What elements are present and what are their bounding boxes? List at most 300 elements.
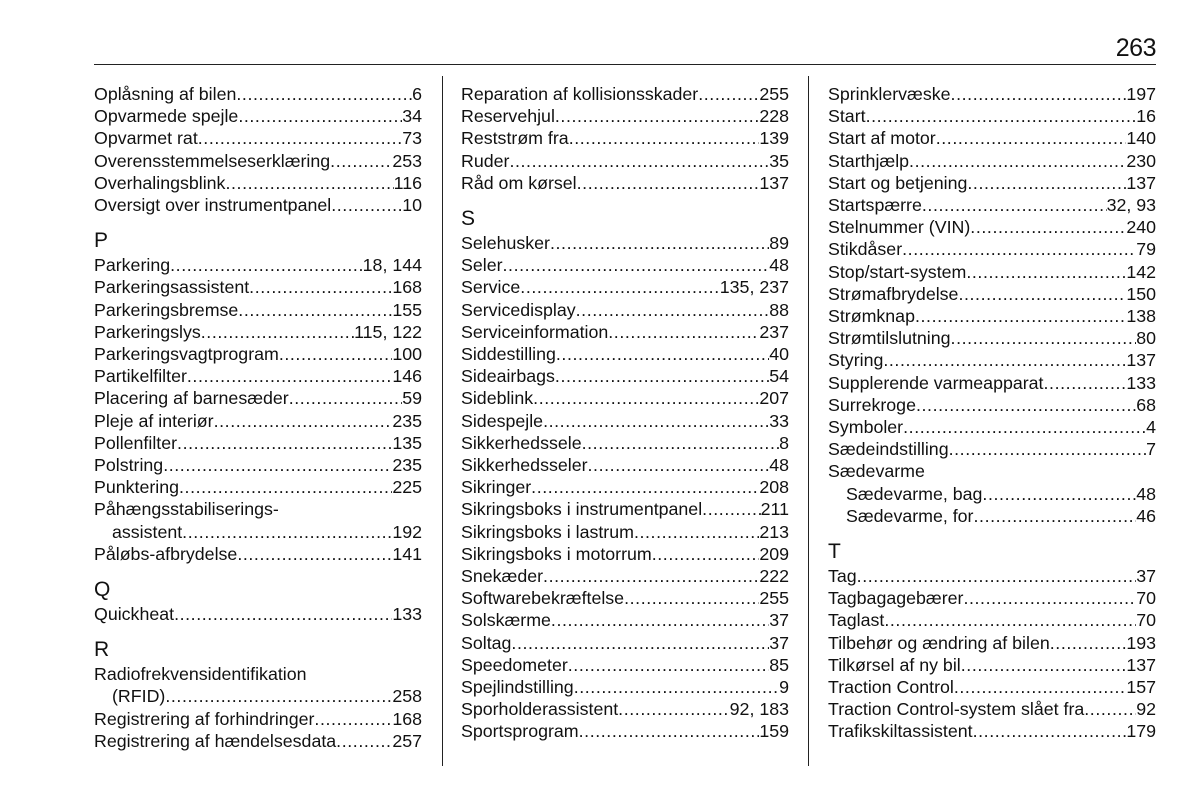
index-entry	[828, 438, 1156, 460]
page-reference: 207	[759, 388, 789, 409]
index-term: Stikdåser	[828, 239, 903, 260]
index-term: Strømknap	[828, 306, 915, 326]
dot-leader	[556, 343, 769, 365]
index-entry	[94, 150, 422, 172]
dot-leader	[949, 438, 1147, 460]
index-entry	[828, 632, 1156, 654]
dot-leader	[574, 676, 779, 698]
index-entry	[94, 476, 422, 498]
page-reference: 208	[759, 477, 789, 498]
index-term: Taglast	[828, 610, 885, 631]
index-term: Parkeringslys	[94, 321, 201, 342]
index-entry	[461, 127, 789, 149]
dot-leader	[961, 654, 1127, 676]
page-reference: 168	[392, 277, 422, 298]
page-reference: 235	[392, 455, 422, 475]
index-term: Service	[461, 277, 521, 298]
index-term: Sikringer	[461, 477, 532, 498]
index-term: Parkeringsvagtprogram	[94, 344, 279, 364]
index-term: Opvarmede spejle	[94, 106, 239, 127]
index-entry	[828, 609, 1156, 631]
dot-leader	[555, 365, 769, 387]
dot-leader	[958, 283, 1126, 305]
dot-leader	[237, 543, 392, 565]
index-term: Sportsprogram	[461, 721, 579, 742]
page-reference: 240	[1126, 217, 1156, 238]
index-entry	[461, 498, 789, 520]
index-entry	[94, 365, 422, 387]
index-entry	[94, 498, 422, 520]
dot-leader	[198, 127, 402, 149]
dot-leader	[702, 498, 760, 520]
index-entry	[828, 483, 1156, 505]
index-entry	[828, 698, 1156, 720]
index-term: Tilkørsel af ny bil	[828, 654, 961, 675]
page-reference: 211	[760, 499, 789, 520]
dot-leader	[177, 432, 392, 454]
page-reference: 37	[769, 632, 789, 653]
dot-leader	[909, 150, 1126, 172]
index-entry	[461, 365, 789, 387]
index-entry	[461, 105, 789, 127]
index-entry	[461, 432, 789, 454]
page-reference: 18, 144	[362, 255, 422, 276]
index-entry	[828, 394, 1156, 416]
index-term: Parkeringsassistent	[94, 277, 250, 298]
index-entry	[461, 150, 789, 172]
dot-leader	[579, 720, 760, 742]
index-entry	[461, 543, 789, 565]
dot-leader	[954, 676, 1126, 698]
index-entry	[461, 276, 789, 298]
dot-leader	[182, 521, 392, 543]
page-reference: 230	[1126, 150, 1156, 171]
index-entry	[828, 83, 1156, 105]
index-term: Påløbs-afbrydelse	[94, 543, 238, 564]
index-term: Surrekroge	[828, 394, 916, 415]
dot-leader	[187, 365, 392, 387]
page-reference: 37	[769, 610, 789, 631]
index-term: Start af motor	[828, 128, 936, 149]
page-reference: 139	[759, 128, 789, 149]
index-entry	[828, 372, 1156, 394]
dot-leader	[550, 232, 769, 254]
dot-leader	[576, 299, 770, 321]
index-entry	[94, 663, 422, 685]
dot-leader	[1084, 698, 1136, 720]
page-reference: 59	[402, 388, 422, 409]
index-entry	[828, 261, 1156, 283]
dot-leader	[179, 476, 392, 498]
dot-leader	[966, 261, 1126, 283]
page-reference: 92, 183	[729, 699, 789, 720]
page-reference: 37	[1136, 566, 1156, 586]
dot-leader	[1050, 632, 1127, 654]
dot-leader	[963, 587, 1136, 609]
dot-leader	[214, 410, 393, 432]
dot-leader	[238, 299, 392, 321]
index-entry	[828, 587, 1156, 609]
index-term: Polstring	[94, 455, 164, 475]
dot-leader	[902, 238, 1136, 260]
index-entry	[461, 299, 789, 321]
page-reference: 79	[1136, 239, 1156, 260]
index-entry	[94, 685, 422, 707]
page-reference: 48	[769, 455, 789, 475]
dot-leader	[970, 216, 1126, 238]
index-term: Start og betjening	[828, 172, 968, 193]
index-term: Oplåsning af bilen	[94, 84, 237, 104]
dot-leader	[922, 194, 1107, 216]
page-reference: 48	[1136, 483, 1156, 504]
index-term: Sikkerhedssele	[461, 432, 582, 453]
dot-leader	[951, 83, 1127, 105]
page-reference: 192	[392, 521, 422, 542]
index-term: Registrering af forhindringer	[94, 708, 315, 729]
index-term: Soltag	[461, 632, 512, 653]
index-term: Solskærme	[461, 610, 551, 631]
dot-leader	[511, 632, 769, 654]
index-term: Partikelfilter	[94, 366, 187, 387]
page-reference: 46	[1136, 505, 1156, 526]
index-entry	[828, 676, 1156, 698]
page-reference: 157	[1126, 677, 1156, 697]
page-reference: 137	[1126, 172, 1156, 193]
index-entry	[94, 127, 422, 149]
page-reference: 9	[779, 677, 789, 697]
index-entry	[828, 565, 1156, 587]
index-entry	[94, 543, 422, 565]
dot-leader	[973, 505, 1136, 527]
page-reference: 225	[392, 477, 422, 498]
index-term: Sædevarme	[828, 461, 925, 482]
dot-leader	[520, 276, 719, 298]
index-term: Tag	[828, 566, 857, 586]
index-term: Pollenfilter	[94, 432, 178, 453]
index-term: Sikringsboks i lastrum	[461, 521, 634, 542]
section-letter: T	[828, 540, 841, 563]
index-entry	[828, 216, 1156, 238]
dot-leader	[582, 432, 780, 454]
index-entry	[461, 343, 789, 365]
index-term: assistent	[112, 521, 183, 542]
index-entry	[828, 105, 1156, 127]
index-term: Reparation af kollisionsskader	[461, 84, 699, 104]
index-entry	[461, 521, 789, 543]
index-term: Startspærre	[828, 195, 922, 215]
index-entry	[828, 127, 1156, 149]
page-reference: 85	[769, 654, 789, 675]
index-term: Sporholderassistent	[461, 699, 619, 720]
index-term: Traction Control	[828, 677, 954, 697]
dot-leader	[1044, 372, 1127, 394]
section-letter: S	[461, 207, 476, 230]
section-letter: P	[94, 229, 109, 253]
index-entry	[461, 172, 789, 194]
dot-leader	[163, 454, 392, 476]
index-entry	[461, 609, 789, 631]
dot-leader	[331, 194, 402, 216]
dot-leader	[618, 698, 730, 720]
index-entry	[828, 283, 1156, 305]
index-entry	[461, 254, 789, 276]
index-term: Sikringsboks i motorrum	[461, 543, 652, 564]
index-entry	[828, 194, 1156, 216]
page-reference: 8	[779, 432, 789, 453]
dot-leader	[652, 543, 760, 565]
index-term: Placering af barnesæder	[94, 388, 289, 409]
dot-leader	[569, 127, 760, 149]
page-reference: 255	[759, 84, 789, 104]
dot-leader	[588, 454, 770, 476]
index-term: Start	[828, 106, 866, 127]
page-reference: 40	[769, 344, 789, 364]
page-reference: 33	[769, 410, 789, 431]
column-divider	[808, 76, 809, 766]
page-reference: 133	[1126, 372, 1156, 393]
index-term: Styring	[828, 350, 884, 371]
page-reference: 140	[1126, 128, 1156, 149]
dot-leader	[903, 416, 1146, 438]
dot-leader	[915, 305, 1126, 327]
index-entry	[828, 654, 1156, 676]
dot-leader	[543, 410, 769, 432]
page-reference: 48	[769, 255, 789, 276]
page-reference: 116	[393, 172, 422, 193]
index-entry	[461, 410, 789, 432]
index-term: Sprinklervæske	[828, 84, 951, 104]
page-reference: 68	[1136, 394, 1156, 415]
page-reference: 80	[1136, 328, 1156, 349]
index-entry	[94, 410, 422, 432]
index-entry	[461, 476, 789, 498]
page-reference: 228	[759, 106, 789, 127]
page-reference: 89	[769, 233, 789, 253]
index-term: Stelnummer (VIN)	[828, 217, 971, 238]
dot-leader	[883, 349, 1126, 371]
section-letter: Q	[94, 578, 111, 601]
index-term: Sideblink	[461, 388, 534, 409]
index-entry	[94, 387, 422, 409]
page-reference: 197	[1126, 84, 1156, 104]
page-reference: 137	[759, 172, 789, 193]
index-term: Sidespejle	[461, 410, 544, 431]
index-term: Parkeringsbremse	[94, 299, 239, 320]
index-entry	[94, 105, 422, 127]
page-reference: 73	[402, 128, 422, 149]
page-reference: 150	[1126, 283, 1156, 304]
index-term: Tagbagagebærer	[828, 588, 964, 609]
index-term: Parkering	[94, 255, 171, 276]
index-term: Stop/start-system	[828, 261, 967, 282]
index-term: Registrering af hændelsesdata	[94, 730, 337, 751]
page-reference: 16	[1136, 106, 1156, 127]
page-reference: 168	[392, 708, 422, 729]
index-entry	[94, 343, 422, 365]
index-entry	[461, 676, 789, 698]
index-entry	[461, 454, 789, 476]
index-entry	[94, 730, 422, 752]
dot-leader	[698, 83, 759, 105]
page-reference: 54	[769, 366, 789, 387]
index-entry	[461, 232, 789, 254]
index-term: Seler	[461, 255, 503, 276]
index-entry	[828, 305, 1156, 327]
index-term: Reststrøm fra	[461, 128, 569, 149]
page-reference: 135, 237	[719, 277, 789, 298]
dot-leader	[916, 394, 1136, 416]
dot-leader	[936, 127, 1127, 149]
dot-leader	[249, 276, 392, 298]
index-term: Speedometer	[461, 654, 568, 675]
dot-leader	[967, 172, 1126, 194]
dot-leader	[634, 521, 759, 543]
index-entry	[828, 349, 1156, 371]
dot-leader	[624, 587, 759, 609]
index-term: Supplerende varmeapparat	[828, 372, 1044, 393]
page-reference: 137	[1126, 654, 1156, 675]
index-entry	[461, 654, 789, 676]
dot-leader	[551, 609, 769, 631]
index-entry	[461, 698, 789, 720]
index-term: Symboler	[828, 417, 904, 437]
index-entry	[461, 565, 789, 587]
index-entry	[828, 150, 1156, 172]
page-reference: 209	[759, 543, 789, 564]
page-reference: 7	[1146, 439, 1156, 460]
index-term: Ruder	[461, 150, 510, 171]
page-reference: 142	[1126, 261, 1156, 282]
page-reference: 155	[392, 299, 422, 320]
page-reference: 32, 93	[1106, 195, 1156, 215]
index-entry	[461, 720, 789, 742]
index-entry	[94, 83, 422, 105]
index-entry	[94, 172, 422, 194]
index-term: Pleje af interiør	[94, 410, 214, 431]
page-reference: 141	[392, 543, 422, 564]
page-reference: 179	[1126, 721, 1156, 742]
index-term: Overensstemmelseserklæring	[94, 150, 331, 171]
dot-leader	[857, 565, 1137, 587]
index-term: Traction Control-system slået fra	[828, 699, 1085, 720]
index-term: Strømtilslutning	[828, 328, 951, 349]
index-entry	[461, 321, 789, 343]
index-term: Sideairbags	[461, 366, 555, 387]
dot-leader	[982, 483, 1136, 505]
index-entry	[94, 321, 422, 343]
index-term: Råd om kørsel	[461, 172, 577, 193]
index-term: Overhalingsblink	[94, 172, 226, 193]
index-term: Opvarmet rat	[94, 128, 198, 149]
dot-leader	[577, 172, 760, 194]
index-term: Trafikskiltassistent	[828, 721, 973, 742]
index-term: Serviceinformation	[461, 321, 609, 342]
index-term: Sikkerhedsseler	[461, 455, 588, 475]
dot-leader	[330, 150, 392, 172]
page-reference: 135	[392, 432, 422, 453]
page-reference: 88	[769, 299, 789, 320]
index-entry	[461, 83, 789, 105]
page-reference: 237	[759, 321, 789, 342]
index-term: Sædevarme, bag	[846, 483, 983, 504]
page-reference: 137	[1126, 350, 1156, 371]
dot-leader	[568, 654, 769, 676]
index-term: Snekæder	[461, 566, 544, 586]
index-term: Softwarebekræftelse	[461, 588, 625, 609]
column-divider	[442, 76, 443, 766]
page-reference: 70	[1136, 610, 1156, 631]
page-reference: 235	[392, 410, 422, 431]
page-number: 263	[1115, 34, 1156, 62]
dot-leader	[531, 476, 759, 498]
page-reference: 253	[392, 150, 422, 171]
index-entry	[94, 432, 422, 454]
dot-leader	[170, 254, 363, 276]
index-entry	[94, 708, 422, 730]
index-entry	[94, 521, 422, 543]
index-term: Punktering	[94, 477, 180, 498]
dot-leader	[509, 150, 769, 172]
index-term: Servicedisplay	[461, 299, 576, 320]
header-rule	[94, 64, 1156, 65]
index-entry	[94, 299, 422, 321]
index-term: Radiofrekvensidentifikation	[94, 664, 307, 685]
page-reference: 70	[1136, 588, 1156, 609]
dot-leader	[951, 327, 1137, 349]
index-entry	[94, 276, 422, 298]
page-reference: 92	[1136, 699, 1156, 720]
page-reference: 100	[392, 344, 422, 364]
page-reference: 258	[392, 686, 422, 707]
dot-leader	[279, 343, 393, 365]
page-reference: 34	[402, 106, 422, 127]
index-entry	[461, 587, 789, 609]
page-reference: 6	[412, 84, 422, 104]
page-reference: 133	[392, 604, 422, 624]
index-term: Sædeindstilling	[828, 439, 949, 460]
page-reference: 4	[1146, 417, 1156, 437]
index-entry	[461, 387, 789, 409]
dot-leader	[314, 708, 392, 730]
section-letter: R	[94, 638, 110, 662]
page-reference: 159	[759, 721, 789, 742]
dot-leader	[336, 730, 392, 752]
dot-leader	[533, 387, 759, 409]
index-term: Oversigt over instrumentpanel	[94, 195, 332, 215]
dot-leader	[238, 105, 402, 127]
index-term: Quickheat	[94, 604, 175, 624]
page-reference: 115, 122	[354, 321, 422, 342]
dot-leader	[225, 172, 393, 194]
dot-leader	[174, 603, 392, 625]
index-entry	[828, 238, 1156, 260]
index-term: Påhængsstabiliserings-	[94, 499, 279, 520]
page-reference: 138	[1126, 306, 1156, 326]
index-term: Tilbehør og ændring af bilen	[828, 632, 1050, 653]
page-reference: 257	[392, 730, 422, 751]
index-entry	[828, 172, 1156, 194]
page-reference: 222	[759, 566, 789, 586]
index-entry	[828, 505, 1156, 527]
page-reference: 35	[769, 150, 789, 171]
index-term: Starthjælp	[828, 150, 910, 171]
index-term: Selehusker	[461, 233, 550, 253]
dot-leader	[289, 387, 403, 409]
page-reference: 10	[402, 195, 422, 215]
index-entry	[828, 416, 1156, 438]
dot-leader	[503, 254, 770, 276]
index-entry	[94, 603, 422, 625]
